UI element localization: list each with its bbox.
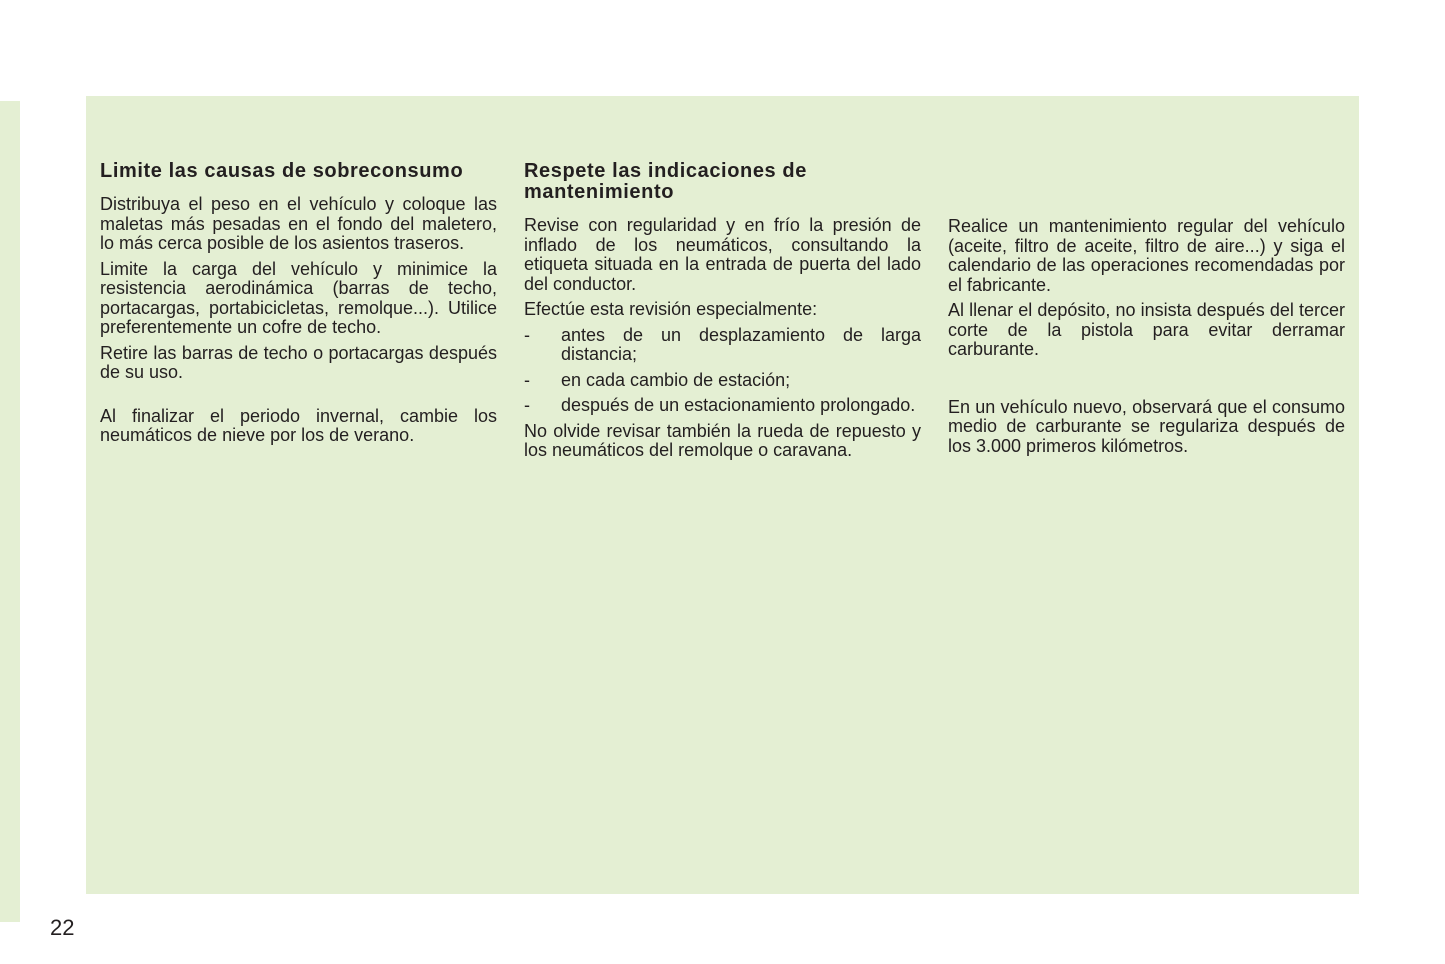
paragraph-weight-distribution: Distribuya el peso en el vehículo y coloque las maletas más pesadas en el fondo del maletero, lo más cerca posible de los asientos traseros. bbox=[100, 194, 497, 253]
dash-marker: - bbox=[524, 369, 530, 390]
heading-maintenance-instructions: Respete las indicaciones de mantenimiento bbox=[524, 160, 807, 203]
list-item bbox=[524, 326, 921, 365]
paragraph-regular-maintenance: Realice un mantenimiento regular del vehículo (aceite, filtro de aceite, filtro de aire...) y siga el calendario de las operaciones recomendadas por el fabricante. bbox=[948, 216, 1345, 295]
paragraph-tyre-pressure: Revise con regularidad y en frío la presión de inflado de los neumáticos, consultando la etiqueta situada en la entrada de puerta del lado del conductor. bbox=[524, 215, 921, 294]
paragraph-limit-load: Limite la carga del vehículo y minimice la resistencia aerodinámica (barras de techo, portacargas, portabicicletas, remolque...). Utilice preferentemente un cofre de techo. bbox=[100, 258, 497, 337]
dash-marker: - bbox=[524, 395, 530, 415]
column-maintenance bbox=[524, 161, 921, 467]
paragraph-spare-wheel: No olvide revisar también la rueda de repuesto y los neumáticos del remolque o caravana. bbox=[524, 420, 921, 460]
paragraph-remove-roof-bars: Retire las barras de techo o portacargas después de su uso. bbox=[100, 342, 497, 382]
list-item-text: después de un estacionamiento prolongado. bbox=[561, 395, 916, 415]
paragraph-fuel-tank: Al llenar el depósito, no insista después del tercer corte de la pistola para evitar derramar carburante. bbox=[948, 300, 1345, 359]
check-list bbox=[524, 326, 921, 416]
list-item-text: en cada cambio de estación; bbox=[561, 369, 791, 390]
paragraph-new-vehicle: En un vehículo nuevo, observará que el consumo medio de carburante se regulariza después de los 3.000 primeros kilómetros. bbox=[948, 396, 1345, 456]
heading-limit-overconsumption: Limite las causas de sobreconsumo bbox=[100, 160, 464, 182]
list-item-text: antes de un desplazamiento de larga distancia; bbox=[561, 324, 921, 364]
dash-marker: - bbox=[524, 324, 530, 345]
paragraph-check-especially: Efectúe esta revisión especialmente: bbox=[524, 299, 818, 319]
page-number: 22 bbox=[50, 915, 75, 940]
list-item bbox=[524, 371, 921, 391]
side-tab-bar bbox=[0, 101, 20, 922]
column-regular-maintenance bbox=[948, 217, 1345, 462]
column-fuel-consumption bbox=[100, 161, 497, 452]
list-item bbox=[524, 396, 921, 416]
paragraph-winter-tyres: Al finalizar el periodo invernal, cambie los neumáticos de nieve por los de verano. bbox=[100, 405, 497, 445]
